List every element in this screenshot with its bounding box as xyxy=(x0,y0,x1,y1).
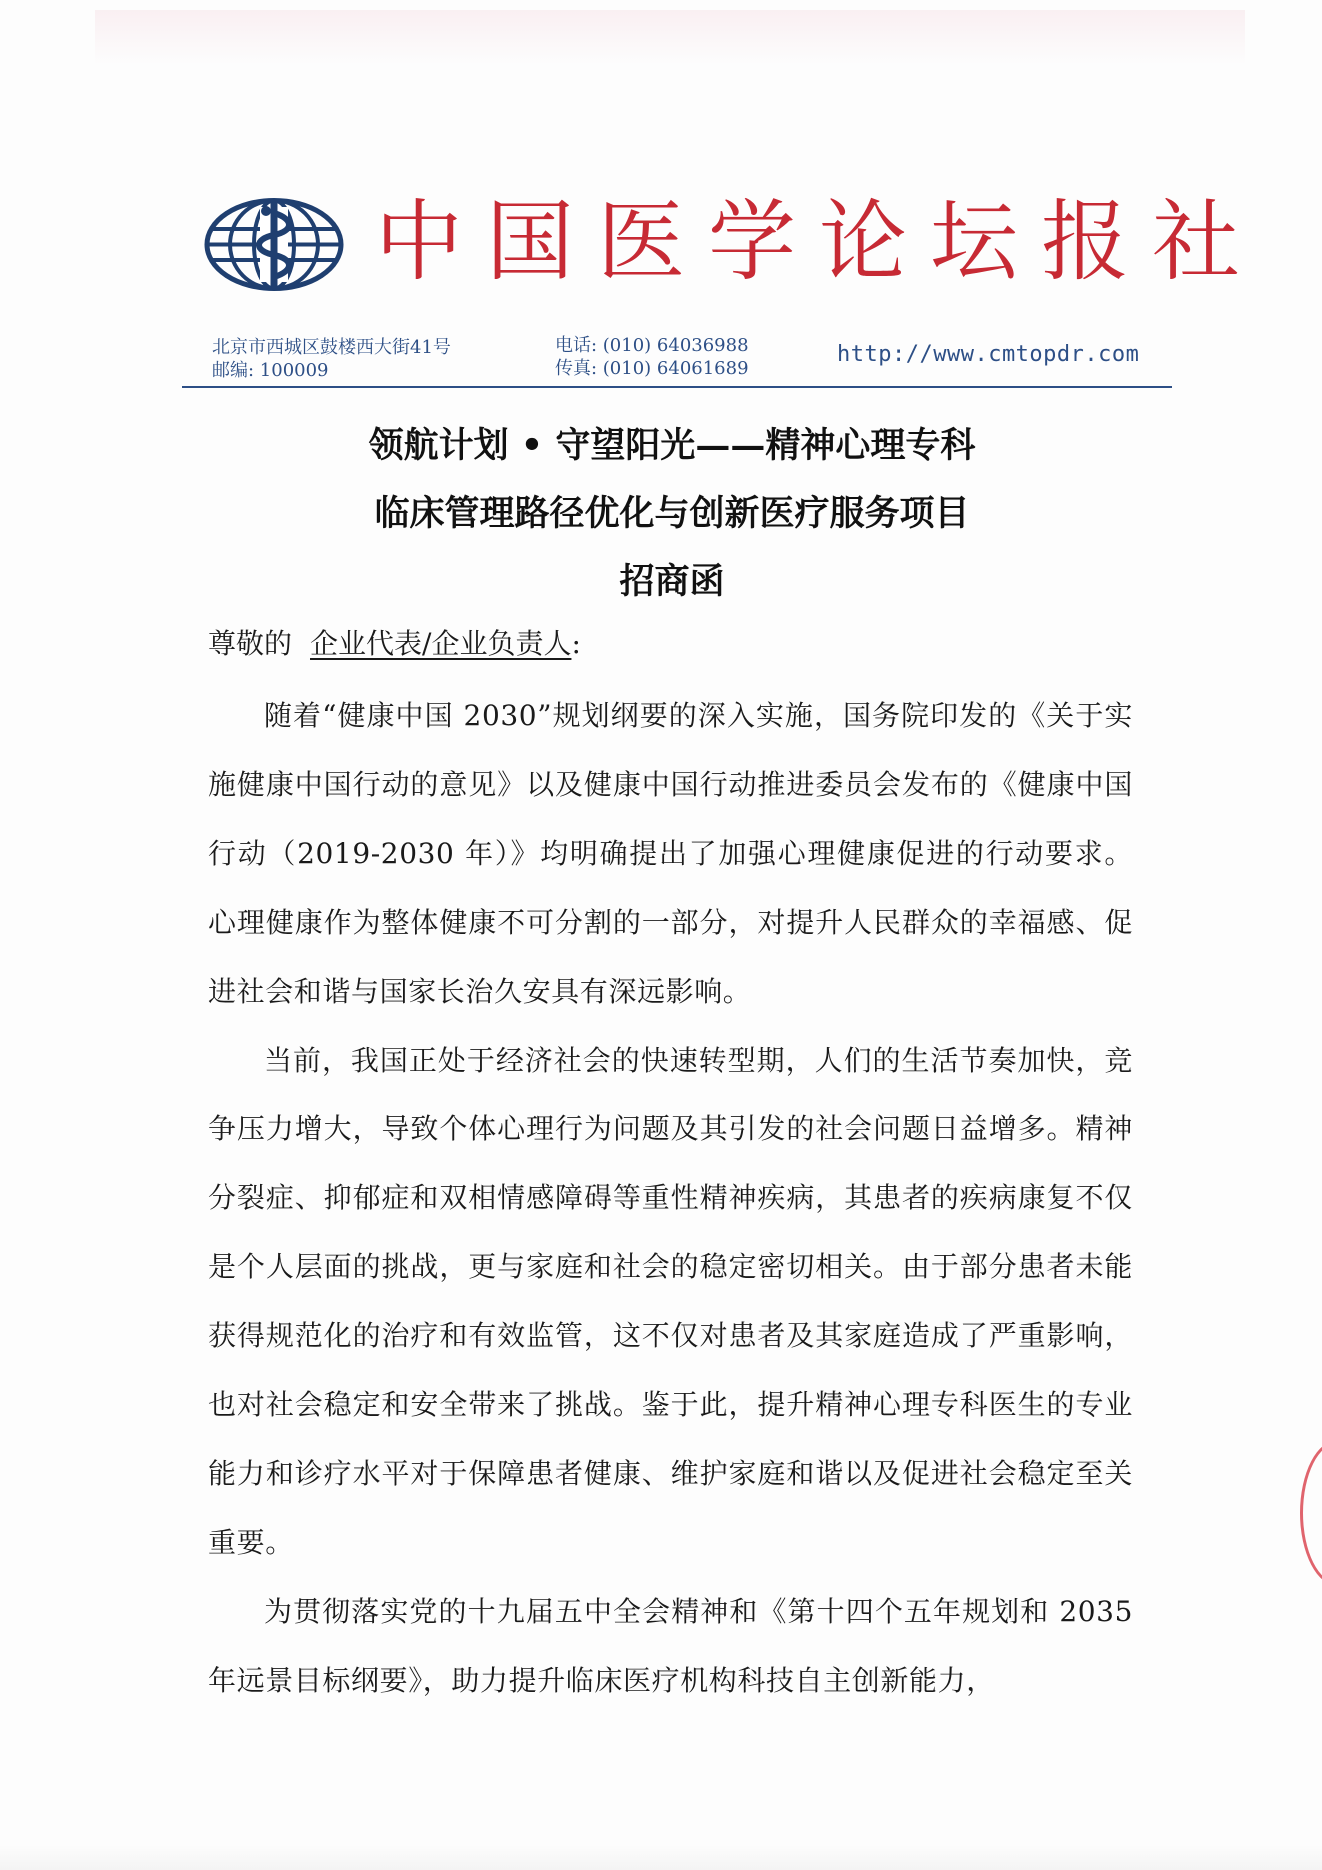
address-line: 北京市西城区鼓楼西大街41号 xyxy=(212,337,451,358)
phone-fax-block xyxy=(555,334,749,380)
scan-edge xyxy=(0,1845,1322,1870)
salutation-colon: : xyxy=(571,627,581,660)
document-title xyxy=(182,412,1162,616)
globe-caduceus-logo-icon xyxy=(204,197,344,292)
paragraph-1: 随着“健康中国 2030”规划纲要的深入实施，国务院印发的《关于实施健康中国行动的意见》以及健康中国行动推进委员会发布的《健康中国行动（2019-2030 年）》均明确提出了加强心理健康促进的行动要求。心理健康作为整体健康不可分割的一部分，对提升人民群众的幸福感、促进社会和谐与国家长治久安具有深远影响。 xyxy=(208,699,1133,1008)
letter-body xyxy=(208,682,1133,1716)
header-divider xyxy=(182,386,1172,388)
title-line-2: 临床管理路径优化与创新医疗服务项目 xyxy=(374,493,970,534)
salutation xyxy=(208,620,581,668)
website-url: http://www.cmtopdr.com xyxy=(837,342,1140,367)
postcode-line: 邮编: 100009 xyxy=(212,360,329,381)
salutation-addressee: 企业代表/企业负责人 xyxy=(310,627,572,660)
salutation-prefix: 尊敬的 xyxy=(208,627,293,660)
org-name: 中国医学论坛报社 xyxy=(375,190,1264,293)
phone-line: 电话: (010) 64036988 xyxy=(555,335,749,356)
red-seal-stamp-edge xyxy=(1300,1440,1322,1586)
paragraph-2: 当前，我国正处于经济社会的快速转型期，人们的生活节奏加快，竞争压力增大，导致个体心理行为问题及其引发的社会问题日益增多。精神分裂症、抑郁症和双相情感障碍等重性精神疾病，其患者的疾病康复不仅是个人层面的挑战，更与家庭和社会的稳定密切相关。由于部分患者未能获得规范化的治疗和有效监管，这不仅对患者及其家庭造成了严重影响，也对社会稳定和安全带来了挑战。鉴于此，提升精神心理专科医生的专业能力和诊疗水平对于保障患者健康、维护家庭和谐以及促进社会稳定至关重要。 xyxy=(208,1043,1133,1559)
address-block xyxy=(212,336,451,382)
title-line-3: 招商函 xyxy=(619,561,725,602)
paragraph-3: 为贯彻落实党的十九届五中全会精神和《第十四个五年规划和 2035 年远景目标纲要》，助力提升临床医疗机构科技自主创新能力， xyxy=(208,1594,1133,1697)
scan-shadow xyxy=(95,10,1245,65)
fax-line: 传真: (010) 64061689 xyxy=(555,358,749,379)
title-line-1: 领航计划 • 守望阳光——精神心理专科 xyxy=(368,425,976,466)
